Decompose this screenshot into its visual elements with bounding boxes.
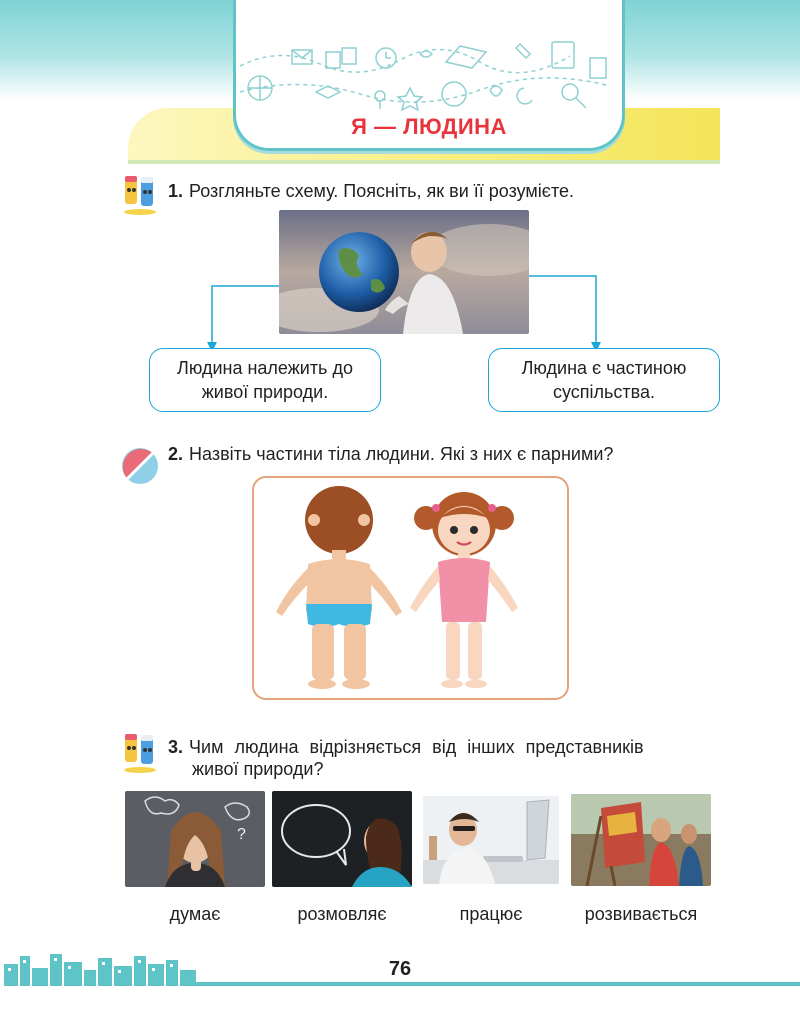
body-parts-illustration (252, 476, 569, 700)
footer-line (196, 982, 800, 986)
school-doodles-illustration (240, 36, 612, 116)
task-number: 2. (168, 444, 184, 464)
working-man-photo (423, 796, 559, 884)
title-ribbon-edge (128, 160, 720, 164)
task-number: 3. (168, 737, 184, 757)
caption-works: працює (459, 904, 523, 924)
task-text-line-2: живої природи? (192, 759, 324, 779)
box-text: Людина є частиною суспільства. (521, 358, 687, 402)
caption-develops: розвивається (584, 904, 698, 924)
task-2 (168, 443, 613, 465)
box-society (488, 348, 720, 412)
scheme-connector-arrows (200, 270, 610, 354)
page-title: Я — ЛЮДИНА (351, 114, 507, 139)
task-text-line-1: Чим людина відрізняється від інших представників (189, 737, 644, 757)
box-living-nature (149, 348, 381, 412)
caption-talks: розмовляє (297, 904, 387, 924)
talking-woman-photo (272, 791, 412, 887)
pencils-pair-icon (120, 172, 160, 216)
caption-thinks: думає (169, 904, 221, 924)
task-1 (168, 180, 574, 202)
city-skyline-decoration (0, 950, 200, 986)
task-3 (168, 736, 718, 780)
task-text: Розгляньте схему. Поясніть, як ви її розумієте. (189, 181, 575, 201)
svg-text:?: ? (237, 826, 246, 843)
task-number: 1. (168, 181, 184, 201)
page-number: 76 (388, 958, 412, 980)
boy-girl-body-illustration (254, 478, 567, 698)
box-text: Людина належить до живої природи. (177, 358, 353, 402)
painting-people-photo (571, 794, 711, 886)
pencils-pair-icon (120, 730, 160, 774)
thinking-girl-photo (125, 791, 265, 887)
task-text: Назвіть частини тіла людини. Які з них є парними? (189, 444, 614, 464)
pill-icon (120, 446, 164, 486)
